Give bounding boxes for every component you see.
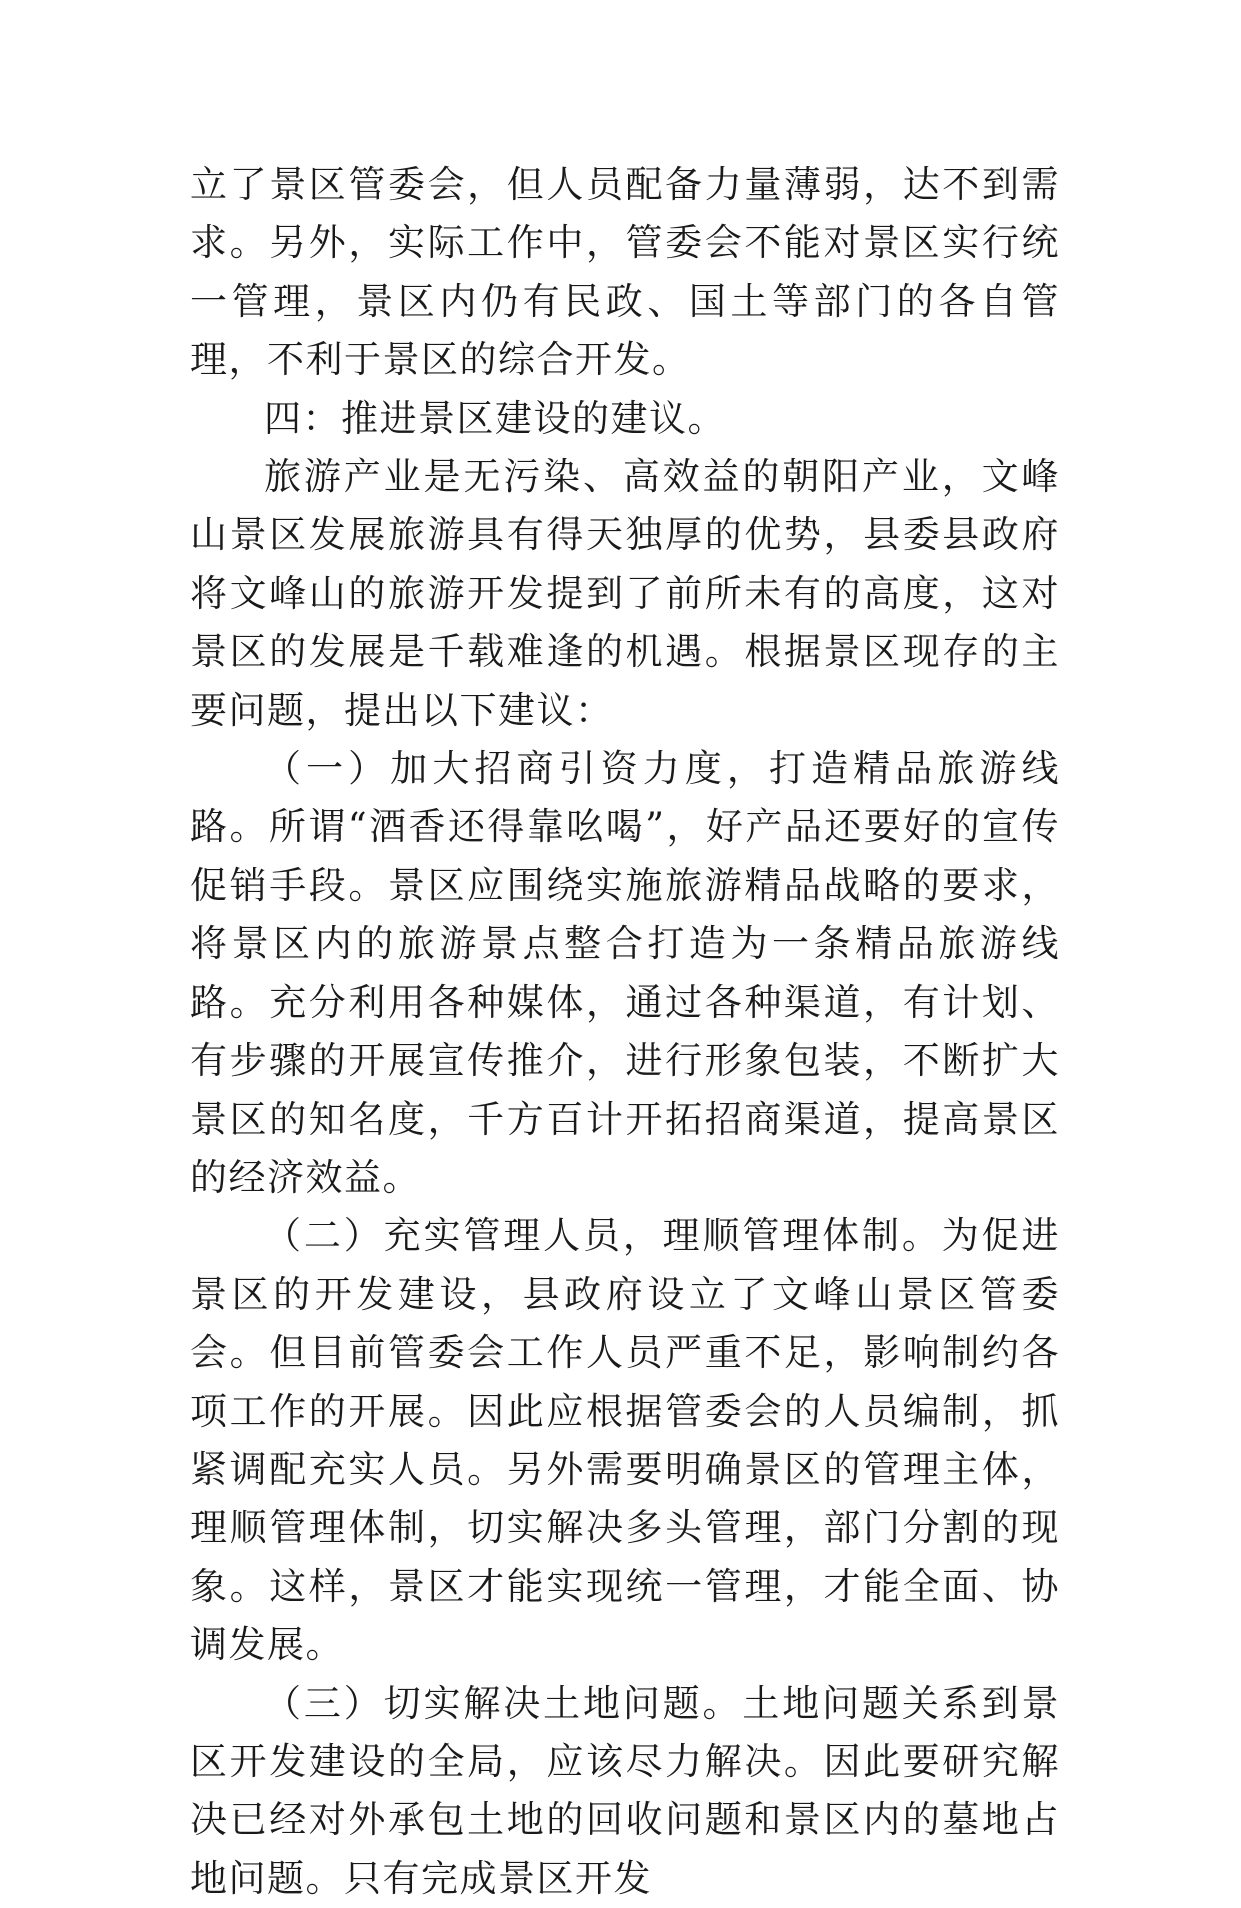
paragraph-suggestion-2: （二）充实管理人员，理顺管理体制。为促进景区的开发建设，县政府设立了文峰山景区管委会。但目前管委会工作人员严重不足，影响制约各项工作的开展。因此应根据管委会的人员编制，抓紧调配充实人员。另外需要明确景区的管理主体，理顺管理体制，切实解决多头管理，部门分割的现象。这样，景区才能实现统一管理，才能全面、协调发展。 xyxy=(190,1214,1060,1667)
paragraph-suggestion-1: （一）加大招商引资力度，打造精品旅游线路。所谓“酒香还得靠吆喝”，好产品还要好的宣传促销手段。景区应围绕实施旅游精品战略的要求，将景区内的旅游景点整合打造为一条精品旅游线路。充分利用各种媒体，通过各种渠道，有计划、有步骤的开展宣传推介，进行形象包装，不断扩大景区的知名度，千方百计开拓招商渠道，提高景区的经济效益。 xyxy=(190,747,1060,1199)
paragraph-intro: 旅游产业是无污染、高效益的朝阳产业，文峰山景区发展旅游具有得天独厚的优势，县委县政府将文峰山的旅游开发提到了前所未有的高度，这对景区的发展是千载难逢的机遇。根据景区现存的主要问题，提出以下建议： xyxy=(190,455,1060,732)
paragraph-continuation: 立了景区管委会，但人员配备力量薄弱，达不到需求。另外，实际工作中，管委会不能对景区实行统一管理，景区内仍有民政、国土等部门的各自管理，不利于景区的综合开发。 xyxy=(190,163,1060,382)
section-heading: 四：推进景区建设的建议。 xyxy=(264,396,726,440)
paragraph-suggestion-3: （三）切实解决土地问题。土地问题关系到景区开发建设的全局，应该尽力解决。因此要研究解决已经对外承包土地的回收问题和景区内的墓地占地问题。只有完成景区开发 xyxy=(190,1681,1060,1900)
body-text xyxy=(190,156,1060,1908)
